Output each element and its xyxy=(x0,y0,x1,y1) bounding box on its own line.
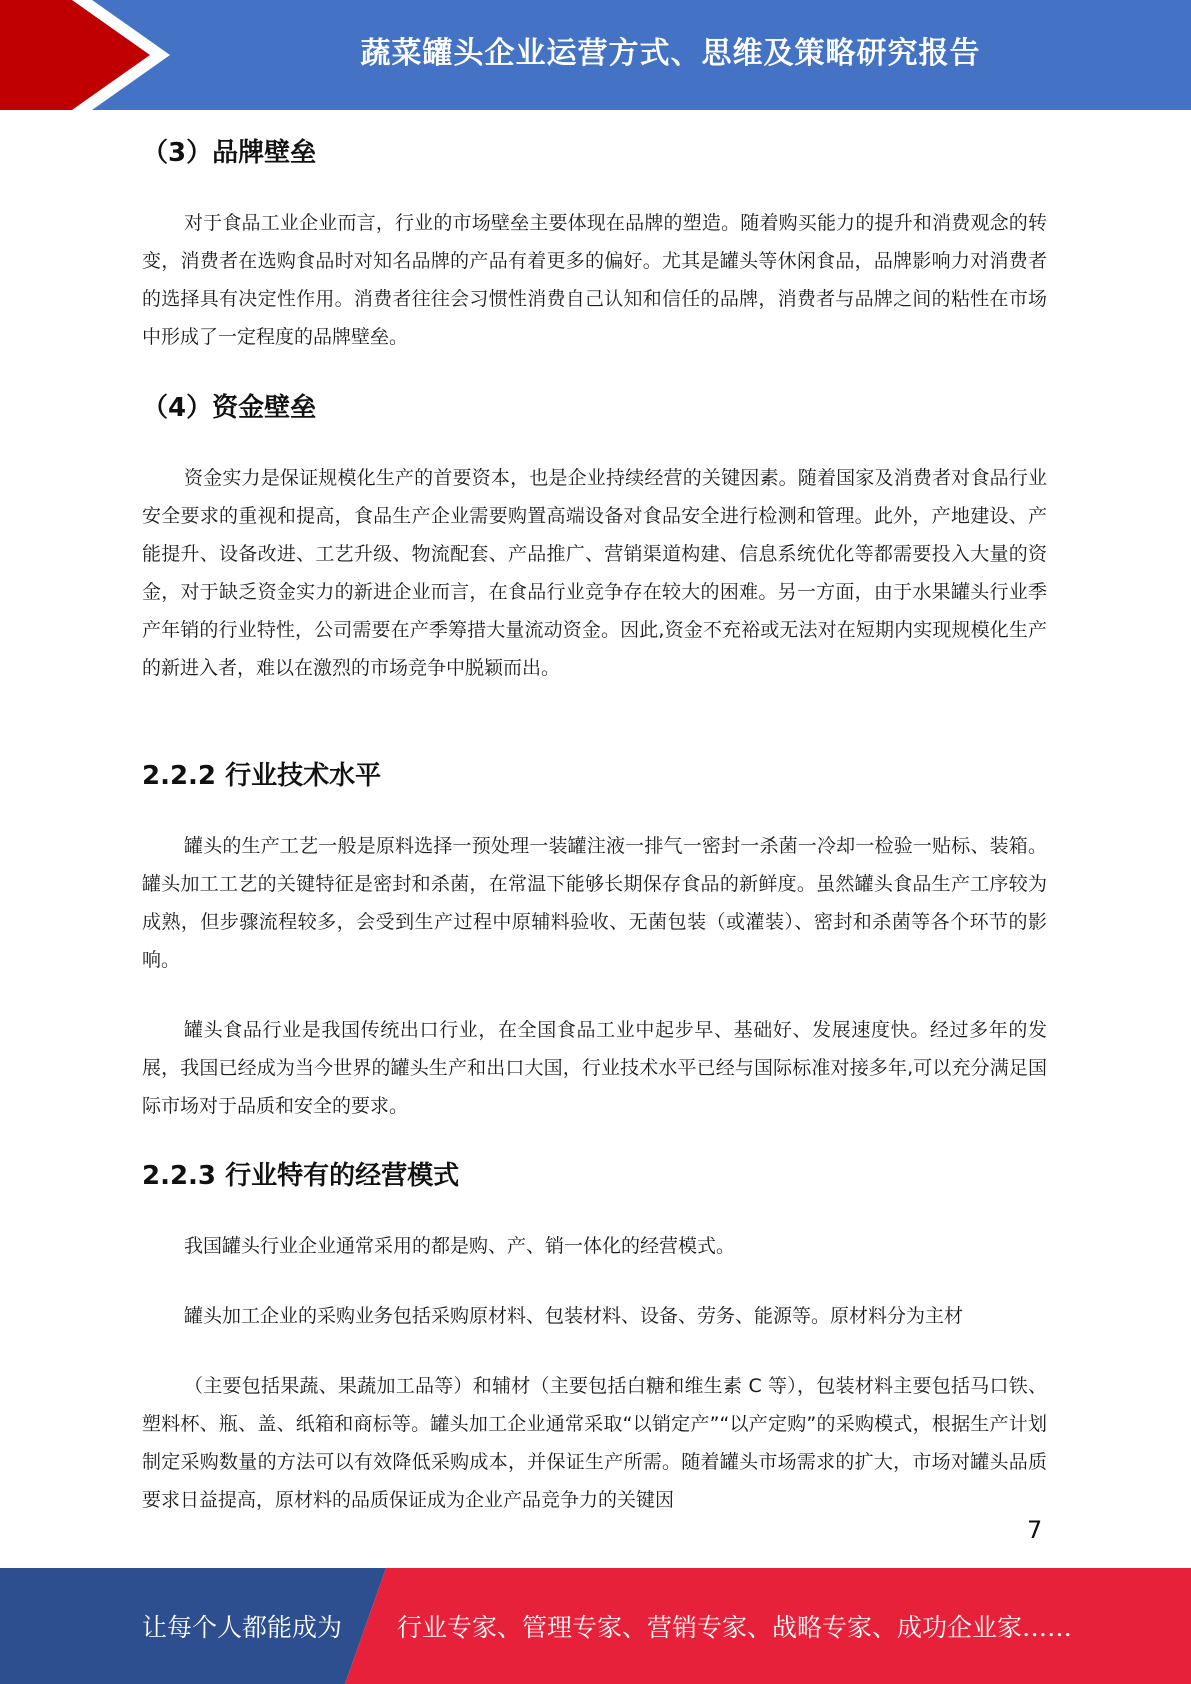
paragraph-procurement-detail: （主要包括果蔬、果蔬加工品等）和辅材（主要包括白糖和维生素 C 等），包装材料主要包括马口铁、塑料杯、瓶、盖、纸箱和商标等。罐头加工企业通常采取“以销定产”“以产定购”的采购模式，根据生产计划制定采购数量的方法可以有效降低采购成本，并保证生产所需。随着罐头市场需求的扩大，市场对罐头品质要求日益提高，原材料的品质保证成为企业产品竞争力的关键因 xyxy=(142,1375,1047,1511)
heading-business-mode: 2.2.3 行业特有的经营模式 xyxy=(142,1161,460,1191)
paragraph-tech-export: 罐头食品行业是我国传统出口行业，在全国食品工业中起步早、基础好、发展速度快。经过多年的发展，我国已经成为当今世界的罐头生产和出口大国，行业技术水平已经与国际标准对接多年,可以充分满足国际市场对于品质和安全的要求。 xyxy=(142,1019,1047,1117)
heading-tech-level: 2.2.2 行业技术水平 xyxy=(142,761,382,791)
paragraph-brand-barrier: 对于食品工业企业而言，行业的市场壁垒主要体现在品牌的塑造。随着购买能力的提升和消费观念的转变，消费者在选购食品时对知名品牌的产品有着更多的偏好。尤其是罐头等休闲食品，品牌影响力对消费者的选择具有决定性作用。消费者往往会习惯性消费自己认知和信任的品牌，消费者与品牌之间的粘性在市场中形成了一定程度的品牌壁垒。 xyxy=(142,212,1047,348)
heading-brand-barrier: （3）品牌壁垒 xyxy=(142,138,317,168)
paragraph-business-mode-intro: 我国罐头行业企业通常采用的都是购、产、销一体化的经营模式。 xyxy=(184,1235,736,1257)
footer-banner xyxy=(0,1568,1191,1684)
document-title: 蔬菜罐头企业运营方式、思维及策略研究报告 xyxy=(360,36,981,71)
heading-capital-barrier: （4）资金壁垒 xyxy=(142,393,317,423)
footer-slogan-right: 行业专家、管理专家、营销专家、战略专家、成功企业家…… xyxy=(397,1613,1073,1642)
paragraph-capital-barrier: 资金实力是保证规模化生产的首要资本，也是企业持续经营的关键因素。随着国家及消费者对食品行业安全要求的重视和提高，食品生产企业需要购置高端设备对食品安全进行检测和管理。此外，产地建设、产能提升、设备改进、工艺升级、物流配套、产品推广、营销渠道构建、信息系统优化等都需要投入大量的资金，对于缺乏资金实力的新进企业而言，在食品行业竞争存在较大的困难。另一方面，由于水果罐头行业季产年销的行业特性，公司需要在产季筹措大量流动资金。因此,资金不充裕或无法对在短期内实现规模化生产的新进入者，难以在激烈的市场竞争中脱颖而出。 xyxy=(142,467,1047,679)
paragraph-tech-process: 罐头的生产工艺一般是原料选择一预处理一装罐注液一排气一密封一杀菌一冷却一检验一贴标、装箱。罐头加工工艺的关键特征是密封和杀菌，在常温下能够长期保存食品的新鲜度。虽然罐头食品生产工序较为成熟，但步骤流程较多，会受到生产过程中原辅料验收、无菌包装（或灌装）、密封和杀菌等各个环节的影响。 xyxy=(142,835,1047,971)
paragraph-procurement: 罐头加工企业的采购业务包括采购原材料、包装材料、设备、劳务、能源等。原材料分为主材 xyxy=(184,1305,964,1327)
header-band xyxy=(0,0,1191,110)
page-number: 7 xyxy=(1027,1516,1043,1544)
footer-slogan-left: 让每个人都能成为 xyxy=(142,1613,343,1642)
